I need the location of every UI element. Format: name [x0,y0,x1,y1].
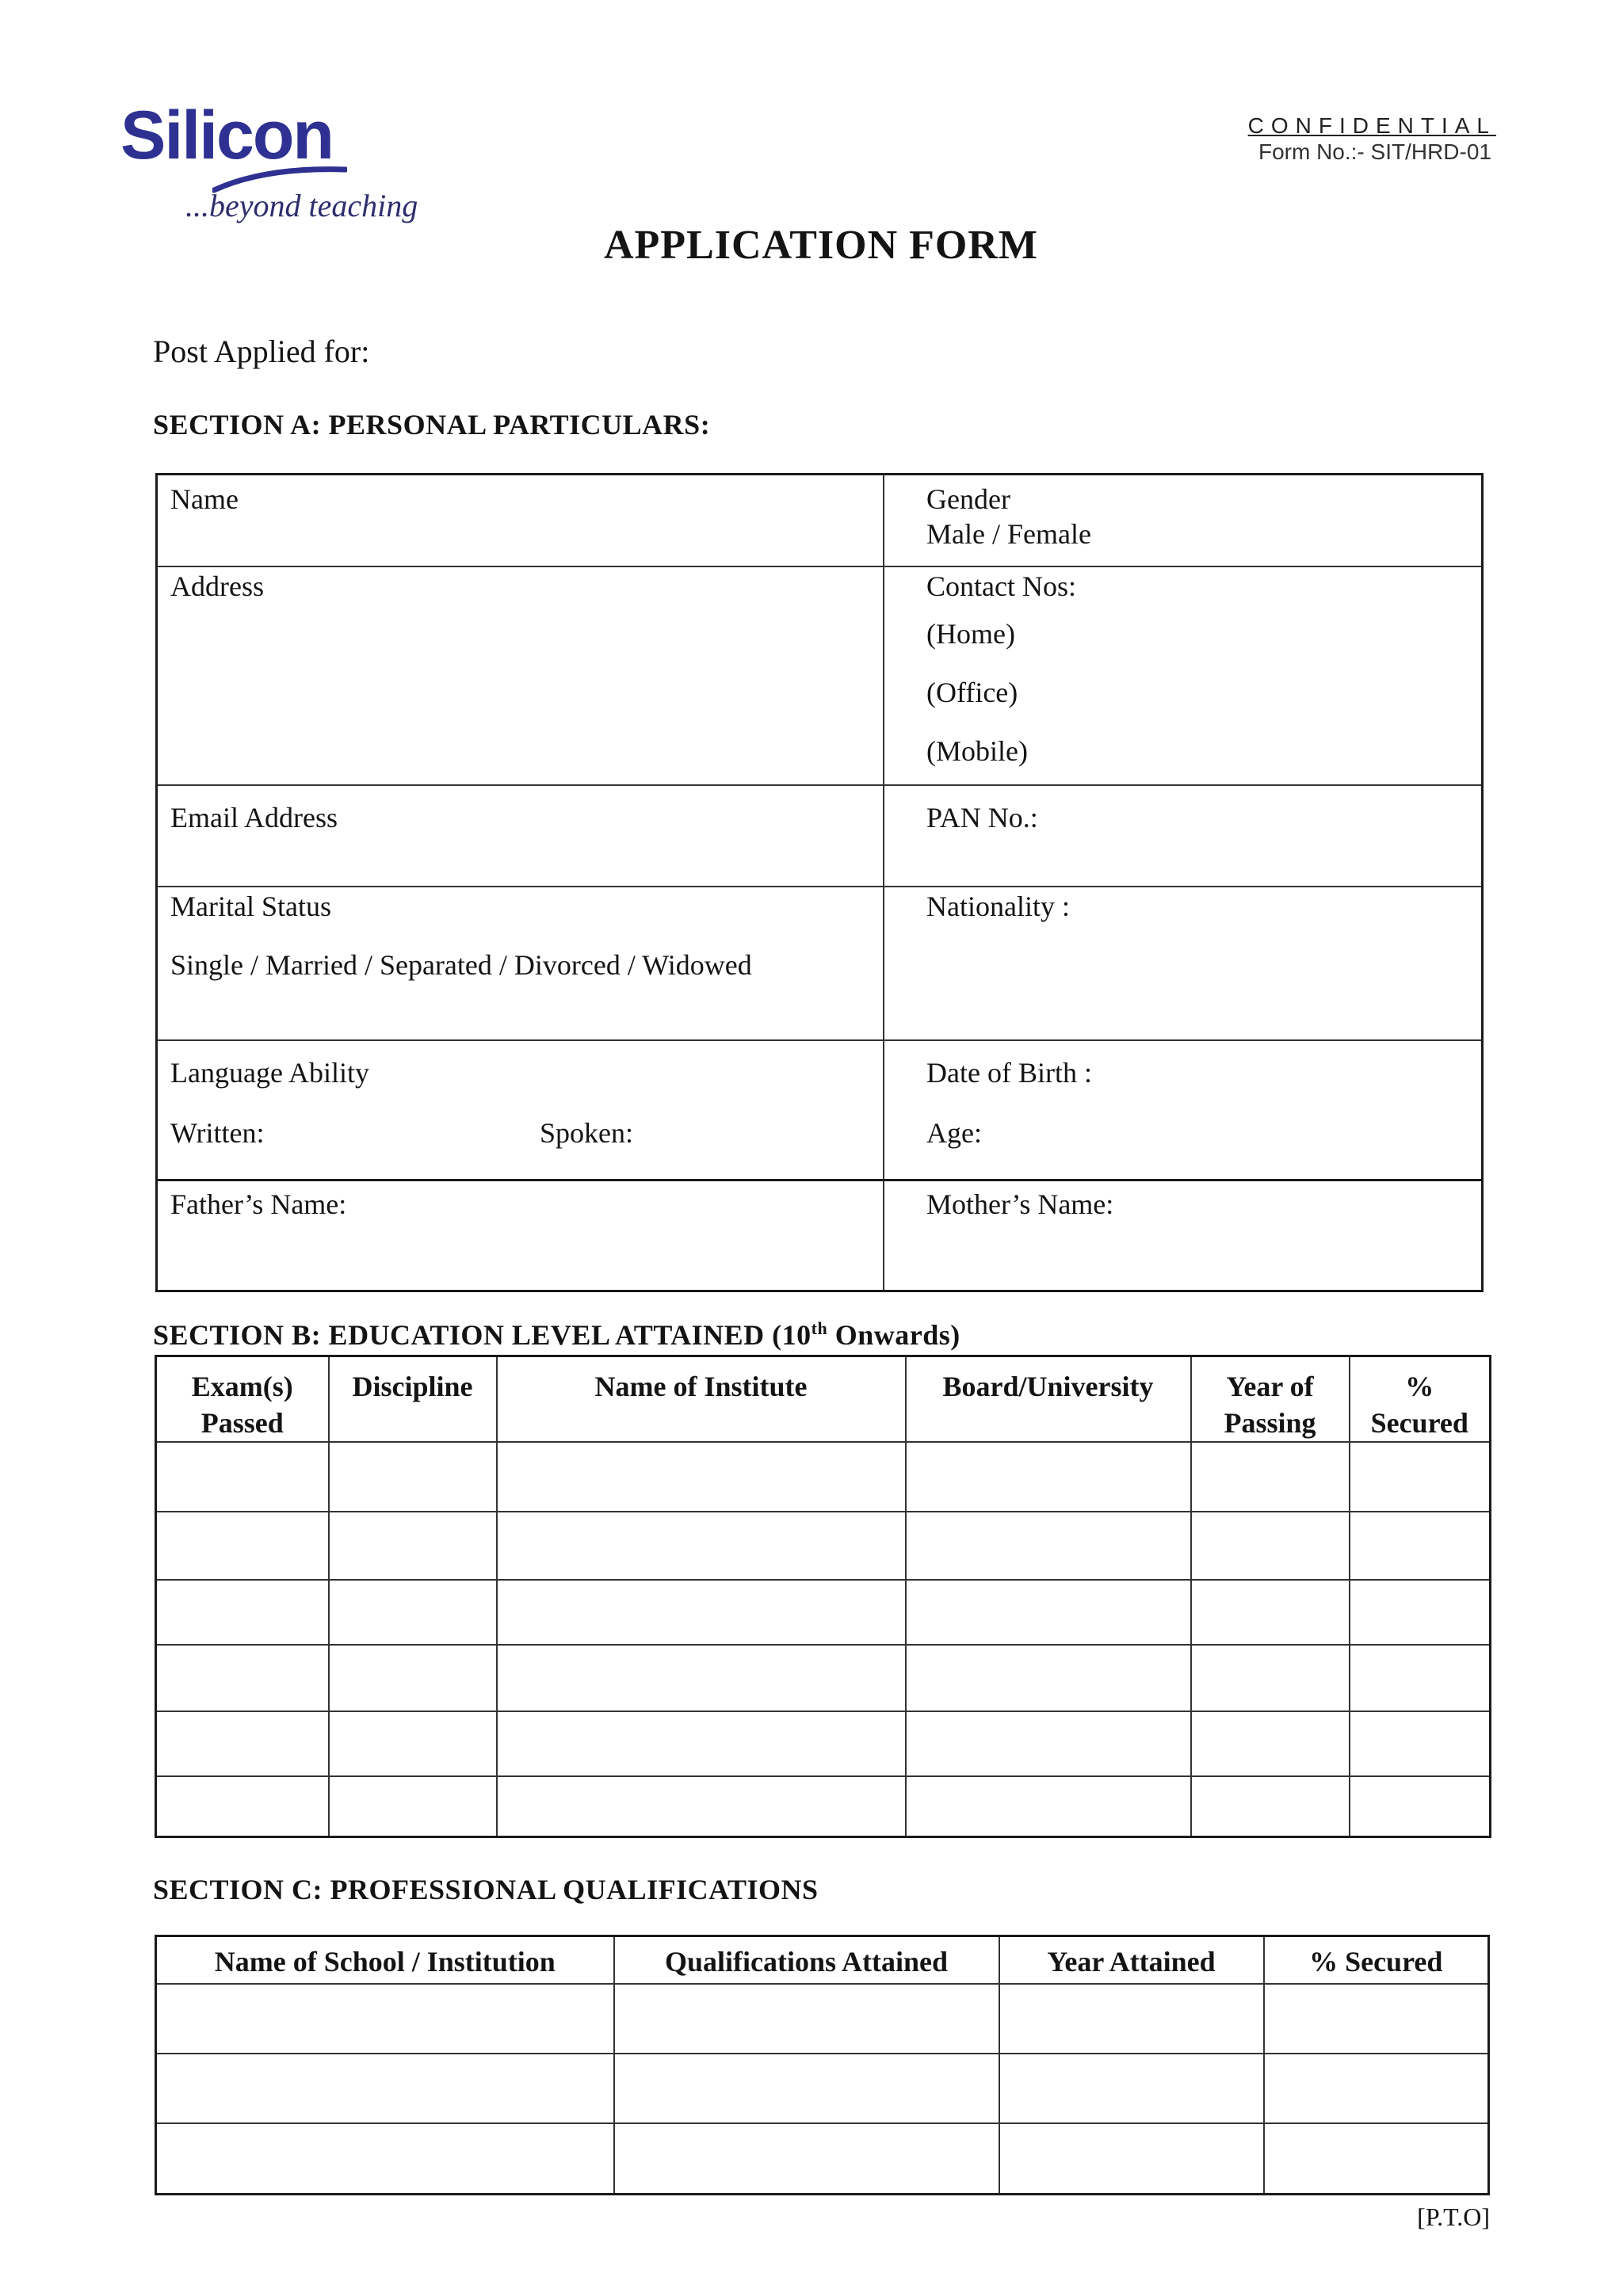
table-cell[interactable] [906,1645,1191,1711]
col-institute-header: Name of Institute [497,1356,906,1443]
table-cell[interactable] [1264,2123,1489,2195]
column-divider [883,475,884,1290]
nationality-label: Nationality : [926,891,1070,922]
section-b-heading-text: SECTION B: EDUCATION LEVEL ATTAINED (10 [153,1319,812,1351]
table-cell[interactable] [156,2054,614,2123]
confidential-label: CONFIDENTIAL [1247,113,1496,138]
row-divider [158,1179,1481,1181]
office-phone-label: (Office) [926,677,1018,708]
section-b-heading-tail: Onwards) [827,1319,960,1351]
table-cell[interactable] [156,1711,329,1776]
address-label: Address [170,570,264,602]
col-year-attained-header: Year Attained [999,1936,1264,1984]
section-a-heading: SECTION A: PERSONAL PARTICULARS: [153,409,711,441]
col-exam-header [156,1356,329,1443]
table-cell[interactable] [1350,1580,1491,1645]
table-cell[interactable] [156,1442,329,1512]
form-number: Form No.:- SIT/HRD-01 [1258,139,1491,164]
table-cell[interactable] [906,1512,1191,1580]
section-b-heading [153,1318,960,1352]
col-year-line2: Passing [1224,1407,1316,1440]
table-cell[interactable] [329,1776,497,1836]
name-label: Name [170,483,239,515]
pan-label: PAN No.: [926,802,1038,833]
table-cell[interactable] [999,2123,1264,2195]
table-cell[interactable] [1264,2054,1489,2123]
col-pct-header [1350,1356,1491,1443]
logo: Silicon [120,97,333,174]
table-cell[interactable] [1191,1512,1350,1580]
table-cell[interactable] [329,1512,497,1580]
qualifications-table [155,1935,1490,2195]
logo-tagline: ...beyond teaching [185,188,418,223]
written-label: Written: [170,1117,265,1149]
table-cell[interactable] [329,1442,497,1512]
table-cell[interactable] [156,1512,329,1580]
section-c-heading: SECTION C: PROFESSIONAL QUALIFICATIONS [153,1874,819,1905]
table-cell[interactable] [1191,1442,1350,1512]
col-discipline-header: Discipline [329,1356,497,1443]
table-cell[interactable] [329,1711,497,1776]
table-cell[interactable] [156,1580,329,1645]
col-qualifications-header: Qualifications Attained [614,1936,999,1984]
table-cell[interactable] [1191,1776,1350,1836]
table-cell[interactable] [906,1580,1191,1645]
table-cell[interactable] [1350,1711,1491,1776]
gender-options: Male / Female [926,518,1091,550]
gender-label: Gender [926,483,1010,515]
pto-label: [P.T.O] [1417,2203,1490,2231]
col-exam-line1: Exam(s) [191,1371,293,1402]
table-row [156,1776,1491,1836]
col-pct-line1: % [1405,1371,1434,1402]
father-name-label: Father’s Name: [170,1188,347,1220]
table-cell[interactable] [1191,1711,1350,1776]
dob-label: Date of Birth : [926,1057,1092,1089]
home-phone-label: (Home) [926,618,1015,650]
table-cell[interactable] [1191,1580,1350,1645]
row-divider [158,784,1481,786]
row-divider [158,1039,1481,1041]
email-label: Email Address [170,802,338,833]
contact-label: Contact Nos: [926,570,1076,602]
mother-name-label: Mother’s Name: [926,1188,1114,1220]
table-row [156,1580,1491,1645]
table-cell[interactable] [1350,1776,1491,1836]
table-row [156,1645,1491,1711]
table-cell[interactable] [497,1442,906,1512]
table-cell[interactable] [156,1984,614,2054]
table-cell[interactable] [999,2054,1264,2123]
table-cell[interactable] [999,1984,1264,2054]
table-cell[interactable] [906,1776,1191,1836]
table-cell[interactable] [1191,1645,1350,1711]
table-cell[interactable] [614,2054,999,2123]
table-row [156,1442,1491,1512]
section-b-heading-sup: th [811,1318,828,1338]
col-year-line1: Year of [1226,1371,1314,1402]
table-cell[interactable] [1350,1442,1491,1512]
table-header-row [156,1936,1489,1984]
col-year-header [1191,1356,1350,1443]
language-ability-label: Language Ability [170,1057,369,1089]
table-cell[interactable] [614,1984,999,2054]
table-cell[interactable] [497,1776,906,1836]
col-pct-line2: Secured [1370,1407,1468,1440]
table-row [156,1711,1491,1776]
table-row [156,2123,1489,2195]
marital-status-label: Marital Status [170,891,331,922]
post-applied-label: Post Applied for: [153,334,370,369]
mobile-phone-label: (Mobile) [926,735,1028,767]
row-divider [158,566,1481,567]
age-label: Age: [926,1117,982,1149]
table-row [156,2054,1489,2123]
marital-options: Single / Married / Separated / Divorced / Widowed [170,949,752,981]
table-row [156,1984,1489,2054]
page-title: APPLICATION FORM [603,223,1038,268]
table-row [156,1512,1491,1580]
table-cell[interactable] [1350,1512,1491,1580]
col-school-header: Name of School / Institution [156,1936,614,1984]
table-header-row [156,1356,1491,1443]
table-cell[interactable] [329,1645,497,1711]
table-cell[interactable] [329,1580,497,1645]
col-exam-line2: Passed [200,1407,284,1440]
table-cell[interactable] [906,1711,1191,1776]
table-cell[interactable] [156,2123,614,2195]
table-cell[interactable] [497,1580,906,1645]
col-secured-header: % Secured [1264,1936,1489,1984]
table-cell[interactable] [497,1711,906,1776]
table-cell[interactable] [1264,1984,1489,2054]
table-cell[interactable] [497,1645,906,1711]
col-board-header: Board/University [906,1356,1191,1443]
table-cell[interactable] [156,1645,329,1711]
personal-particulars-box [155,473,1484,1292]
table-cell[interactable] [497,1512,906,1580]
table-cell[interactable] [614,2123,999,2195]
table-cell[interactable] [1350,1645,1491,1711]
table-cell[interactable] [156,1776,329,1836]
spoken-label: Spoken: [540,1117,634,1149]
row-divider [158,886,1481,887]
table-cell[interactable] [906,1442,1191,1512]
education-table [155,1355,1491,1838]
